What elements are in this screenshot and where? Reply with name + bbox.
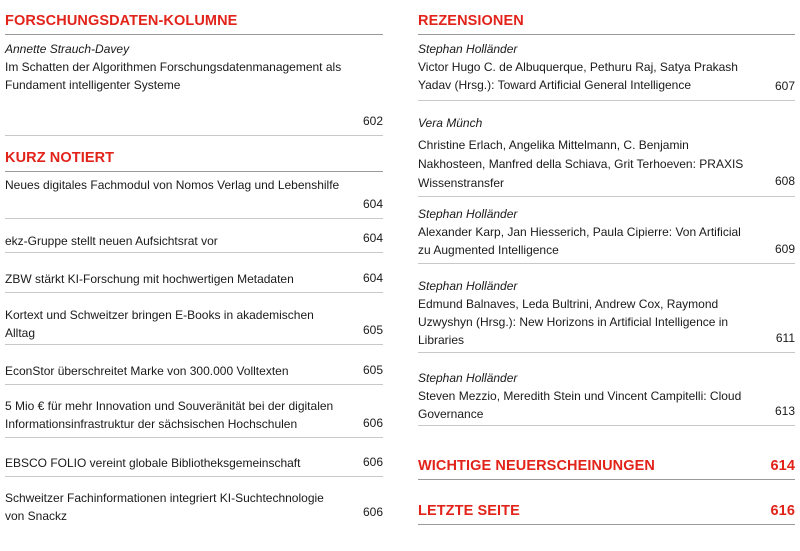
entry-page-number: 607 — [774, 79, 795, 93]
entry-page-number: 605 — [362, 363, 383, 377]
entry-title: EconStor überschreitet Marke von 300.000 Volltexten — [5, 364, 289, 378]
toc-entry[interactable] — [5, 176, 383, 219]
entry-author: Annette Strauch-Davey — [5, 42, 130, 56]
toc-entry[interactable] — [5, 40, 383, 136]
section-heading-kurz-notiert: KURZ NOTIERT — [5, 150, 383, 172]
entry-title: 5 Mio € für mehr Innovation und Souveränität bei der digitalen Informationsinfrastruktur der sächsischen Hochschulen — [5, 399, 334, 431]
section-heading-letzte-seite[interactable] — [418, 503, 795, 525]
toc-entry[interactable] — [418, 205, 795, 264]
toc-entry[interactable] — [418, 40, 795, 101]
entry-title: Schweitzer Fachinformationen integriert KI-Suchtechnologie von Snackz — [5, 491, 324, 523]
entry-title: Victor Hugo C. de Albuquerque, Pethuru Raj, Satya Prakash Yadav (Hrsg.): Toward Artificial General Intelligence — [418, 60, 738, 92]
entry-author: Stephan Holländer — [418, 371, 518, 385]
entry-title: Neues digitales Fachmodul von Nomos Verlag und Lebenshilfe — [5, 178, 340, 192]
entry-title: Edmund Balnaves, Leda Bultrini, Andrew Cox, Raymond Uzwyshyn (Hrsg.): New Horizons in Artificial Intelligence in Libraries — [418, 297, 729, 347]
toc-entry[interactable] — [5, 362, 383, 385]
toc-entry[interactable] — [5, 489, 383, 526]
entry-page-number: 613 — [774, 404, 795, 418]
section-heading-rezensionen: REZENSIONEN — [418, 13, 795, 35]
toc-entry[interactable] — [5, 397, 383, 438]
toc-entry[interactable] — [418, 369, 795, 426]
entry-page-number: 602 — [362, 114, 383, 128]
section-page-number: 616 — [770, 503, 795, 519]
entry-page-number: 609 — [774, 242, 795, 256]
toc-entry[interactable] — [418, 114, 795, 197]
entry-title: Im Schatten der Algorithmen Forschungsdatenmanagement als Fundament intelligenter Systeme — [5, 60, 342, 92]
entry-title: Christine Erlach, Angelika Mittelmann, C. Benjamin Nakhosteen, Manfred della Schiava, Grit Terhoeven: PRAXIS Wissenstransfer — [418, 138, 744, 190]
entry-author: Vera Münch — [418, 116, 483, 130]
section-label: LETZTE SEITE — [418, 503, 520, 519]
entry-title: Steven Mezzio, Meredith Stein und Vincent Campitelli: Cloud Governance — [418, 389, 742, 421]
entry-page-number: 604 — [362, 197, 383, 211]
section-heading-neuerscheinungen[interactable] — [418, 458, 795, 480]
entry-page-number: 611 — [775, 331, 795, 345]
entry-page-number: 608 — [774, 174, 795, 188]
entry-page-number: 604 — [362, 231, 383, 245]
entry-author: Stephan Holländer — [418, 42, 518, 56]
entry-page-number: 605 — [362, 323, 383, 337]
entry-page-number: 606 — [362, 455, 383, 469]
toc-entry[interactable] — [5, 306, 383, 345]
toc-entry[interactable] — [418, 277, 795, 353]
toc-entry[interactable] — [5, 454, 383, 477]
entry-title: EBSCO FOLIO vereint globale Bibliotheksgemeinschaft — [5, 456, 301, 470]
entry-author: Stephan Holländer — [418, 207, 518, 221]
entry-title: Alexander Karp, Jan Hiesserich, Paula Cipierre: Von Artificial zu Augmented Intelligence — [418, 225, 741, 257]
entry-page-number: 606 — [362, 505, 383, 519]
entry-author: Stephan Holländer — [418, 279, 518, 293]
section-heading-forschungsdaten: FORSCHUNGSDATEN-KOLUMNE — [5, 13, 383, 35]
right-column — [418, 0, 795, 551]
entry-title: Kortext und Schweitzer bringen E-Books in akademischen Alltag — [5, 308, 314, 340]
toc-entry[interactable] — [5, 270, 383, 293]
entry-title: ekz-Gruppe stellt neuen Aufsichtsrat vor — [5, 234, 218, 248]
section-label: WICHTIGE NEUERSCHEINUNGEN — [418, 458, 655, 474]
left-column — [5, 0, 383, 551]
entry-title: ZBW stärkt KI-Forschung mit hochwertigen Metadaten — [5, 272, 294, 286]
section-page-number: 614 — [770, 458, 795, 474]
toc-entry[interactable] — [5, 232, 383, 253]
entry-page-number: 604 — [362, 271, 383, 285]
entry-page-number: 606 — [362, 416, 383, 430]
